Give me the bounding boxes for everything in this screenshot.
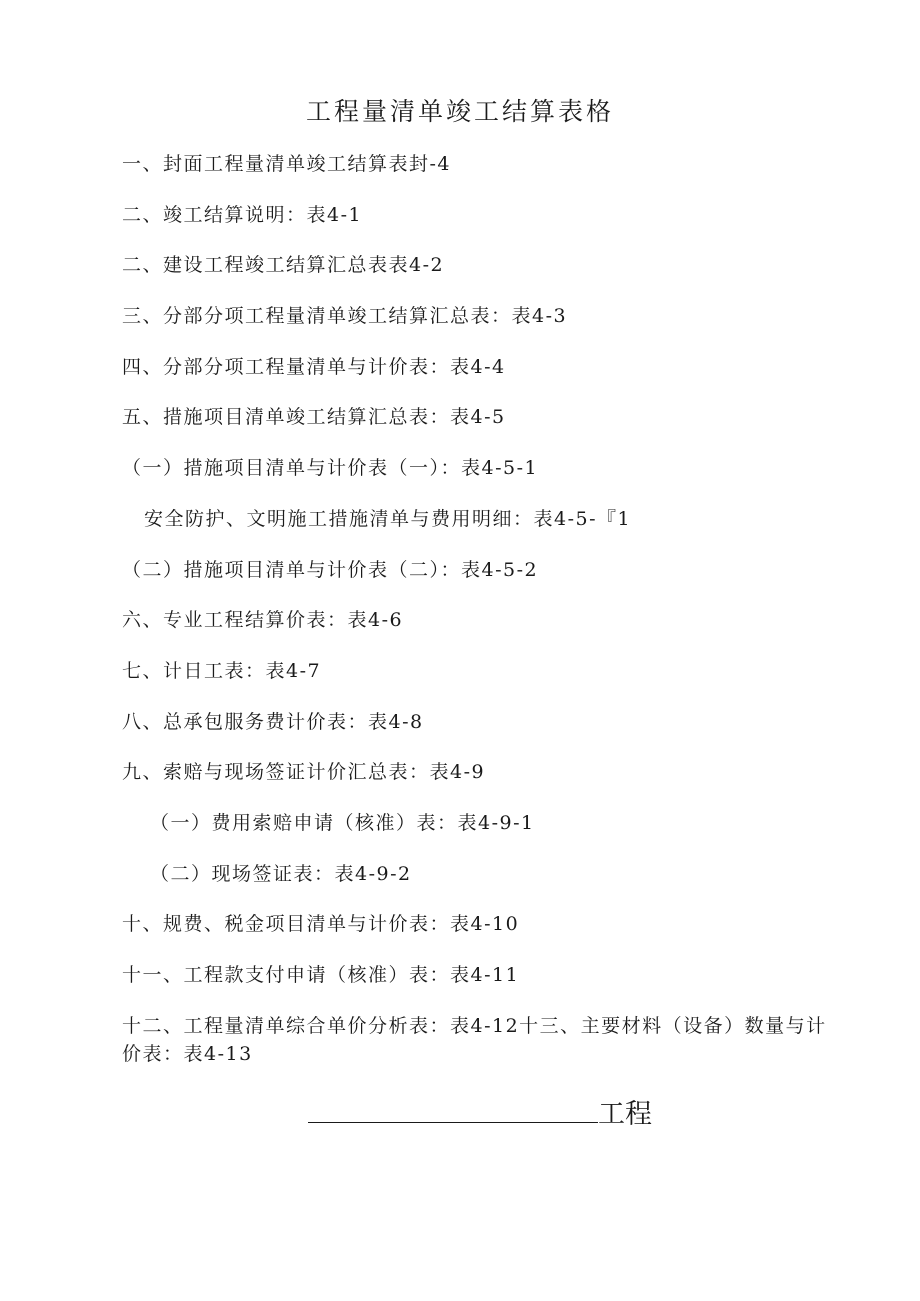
toc-item-subitem-pricing: 四、分部分项工程量清单与计价表：表4-4: [122, 355, 506, 378]
toc-item-settlement-notes: 二、竣工结算说明：表4-1: [122, 203, 363, 226]
toc-item-measures-pricing-2: （二）措施项目清单与计价表（二）：表4-5-2: [122, 558, 539, 581]
toc-item-subitem-summary: 三、分部分项工程量清单竣工结算汇总表：表4-3: [122, 305, 568, 328]
toc-item-cover: 一、封面工程量清单竣工结算表封-4: [122, 153, 452, 175]
document-title: 工程量清单竣工结算表格: [305, 97, 614, 126]
toc-item-fees-taxes: 十、规费、税金项目清单与计价表：表4-10: [122, 913, 520, 936]
table-of-contents: [122, 150, 842, 1068]
toc-item-claims-application: （一）费用索赔申请（核准）表：表4-9-1: [150, 811, 535, 834]
project-name-blank: [308, 1122, 598, 1123]
toc-item-measures-pricing-1: （一）措施项目清单与计价表（一）：表4-5-1: [122, 457, 539, 480]
toc-item-payment-application: 十一、工程款支付申请（核准）表：表4-11: [122, 964, 520, 986]
project-name-line: [308, 1092, 708, 1132]
toc-item-site-visa: （二）现场签证表：表4-9-2: [150, 862, 412, 885]
toc-item-measures-summary: 五、措施项目清单竣工结算汇总表：表4-5: [122, 406, 506, 429]
toc-item-settlement-summary: 二、建设工程竣工结算汇总表表4-2: [122, 254, 445, 277]
project-label: 工程: [598, 1099, 652, 1130]
toc-item-daywork: 七、计日工表：表4-7: [122, 659, 322, 682]
toc-item-specialty-price: 六、专业工程结算价表：表4-6: [122, 609, 404, 632]
toc-item-contractor-fee: 八、总承包服务费计价表：表4-8: [122, 710, 424, 733]
toc-item-claims-summary: 九、索赔与现场签证计价汇总表：表4-9: [122, 761, 486, 784]
toc-item-unit-price-analysis: 十二、工程量清单综合单价分析表：表4-12十三、主要材料（设备）数量与计价表：表4-13: [122, 1014, 827, 1065]
toc-item-safety-measures: 安全防护、文明施工措施清单与费用明细：表4-5-『1: [144, 507, 632, 530]
